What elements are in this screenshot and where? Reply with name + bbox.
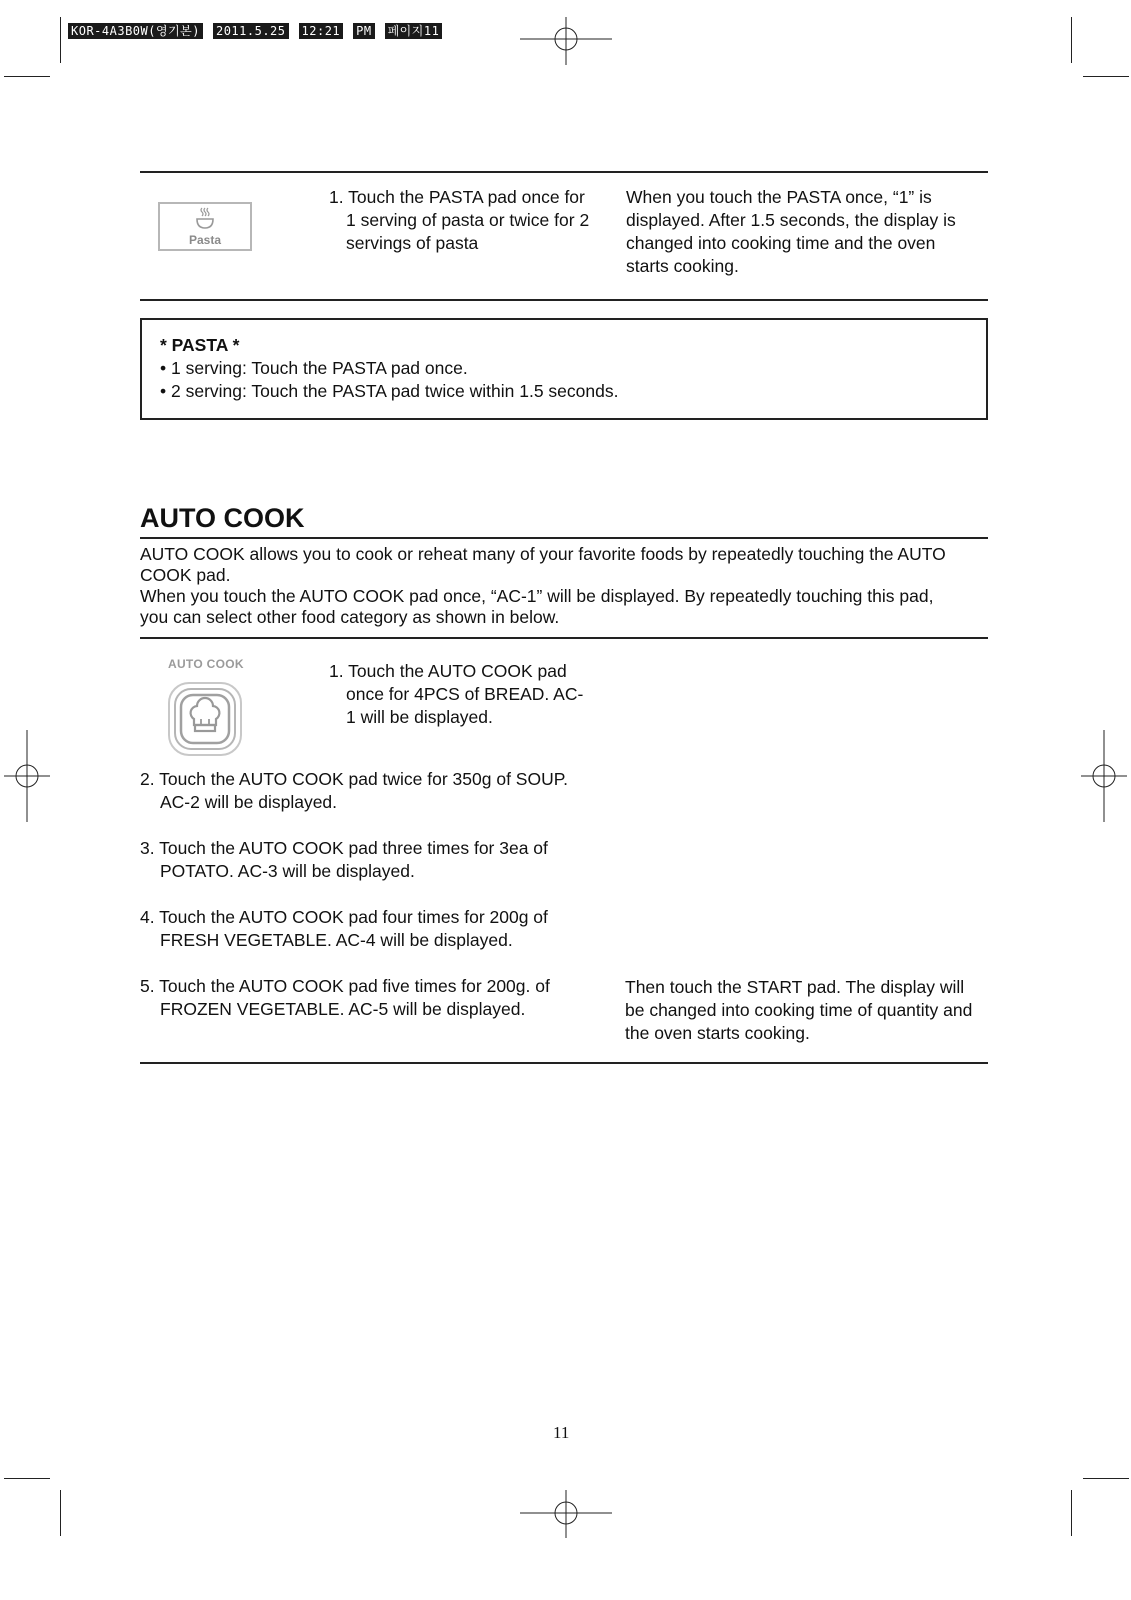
print-header-file: KOR-4A3B0W(영기본) bbox=[68, 23, 203, 39]
result-line: Then touch the START pad. The display will bbox=[625, 977, 965, 997]
print-header bbox=[68, 23, 442, 39]
step-line: FRESH VEGETABLE. AC-4 will be displayed. bbox=[160, 930, 513, 950]
auto-cook-step-5 bbox=[140, 975, 550, 1021]
pasta-result-line: starts cooking. bbox=[626, 256, 739, 276]
pasta-result-line: changed into cooking time and the oven bbox=[626, 233, 936, 253]
step-line: 1 will be displayed. bbox=[346, 707, 493, 727]
registration-mark-icon bbox=[4, 730, 50, 822]
pasta-result bbox=[626, 186, 956, 278]
result-line: be changed into cooking time of quantity and bbox=[625, 1000, 973, 1020]
section-rule bbox=[140, 1062, 988, 1064]
step-line: AC-2 will be displayed. bbox=[160, 792, 338, 812]
step-line: 5. Touch the AUTO COOK pad five times for 200g. of bbox=[140, 976, 550, 996]
section-rule bbox=[140, 537, 988, 539]
step-line: once for 4PCS of BREAD. AC- bbox=[346, 684, 584, 704]
intro-line: AUTO COOK allows you to cook or reheat many of your favorite foods by repeatedly touching the AUTO bbox=[140, 544, 946, 564]
pasta-step-line: 1 serving of pasta or twice for 2 bbox=[346, 210, 590, 230]
page-number: 11 bbox=[553, 1423, 570, 1442]
auto-cook-result bbox=[625, 976, 972, 1045]
section-rule bbox=[140, 637, 988, 639]
step-line: 2. Touch the AUTO COOK pad twice for 350g of SOUP. bbox=[140, 769, 569, 789]
pasta-note-item: • 2 serving: Touch the PASTA pad twice within 1.5 seconds. bbox=[160, 381, 619, 401]
crop-mark bbox=[1083, 1478, 1129, 1479]
print-header-ampm: PM bbox=[353, 23, 374, 39]
result-line: the oven starts cooking. bbox=[625, 1023, 810, 1043]
section-rule bbox=[140, 171, 988, 173]
section-rule bbox=[140, 299, 988, 301]
crop-mark bbox=[1071, 17, 1072, 63]
intro-line: you can select other food category as shown in below. bbox=[140, 607, 560, 627]
pasta-note-item: • 1 serving: Touch the PASTA pad once. bbox=[160, 358, 468, 378]
print-header-page: 페이지11 bbox=[385, 23, 443, 39]
registration-mark-icon bbox=[1081, 730, 1127, 822]
crop-mark bbox=[4, 1478, 50, 1479]
print-header-time: 12:21 bbox=[299, 23, 344, 39]
print-header-date: 2011.5.25 bbox=[213, 23, 289, 39]
pasta-step-line: 1. Touch the PASTA pad once for bbox=[329, 187, 585, 207]
step-line: 3. Touch the AUTO COOK pad three times for 3ea of bbox=[140, 838, 548, 858]
step-line: POTATO. AC-3 will be displayed. bbox=[160, 861, 415, 881]
registration-mark-icon bbox=[520, 1490, 612, 1538]
steaming-bowl-icon bbox=[192, 206, 218, 232]
auto-cook-step-2 bbox=[140, 768, 568, 814]
auto-cook-step-4 bbox=[140, 906, 548, 952]
pasta-pad bbox=[158, 202, 252, 251]
pasta-step-line: servings of pasta bbox=[346, 233, 479, 253]
auto-cook-step-3 bbox=[140, 837, 548, 883]
step-line: FROZEN VEGETABLE. AC-5 will be displayed. bbox=[160, 999, 526, 1019]
chef-hat-icon bbox=[167, 681, 243, 757]
pasta-pad-label: Pasta bbox=[188, 233, 222, 247]
intro-line: When you touch the AUTO COOK pad once, “AC-1” will be displayed. By repeatedly touching this pad, bbox=[140, 586, 934, 606]
intro-line: COOK pad. bbox=[140, 565, 231, 585]
auto-cook-step-1 bbox=[329, 660, 583, 729]
crop-mark bbox=[1083, 76, 1129, 77]
pasta-result-line: When you touch the PASTA once, “1” is bbox=[626, 187, 932, 207]
auto-cook-pad-label: AUTO COOK bbox=[168, 657, 244, 671]
pasta-result-line: displayed. After 1.5 seconds, the display is bbox=[626, 210, 956, 230]
crop-mark bbox=[60, 1490, 61, 1536]
crop-mark bbox=[1071, 1490, 1072, 1536]
crop-mark bbox=[60, 17, 61, 63]
crop-mark bbox=[4, 76, 50, 77]
registration-mark-icon bbox=[520, 17, 612, 65]
step-line: 4. Touch the AUTO COOK pad four times for 200g of bbox=[140, 907, 548, 927]
pasta-note-box bbox=[140, 318, 988, 420]
section-title: AUTO COOK bbox=[140, 503, 305, 533]
pasta-step bbox=[329, 186, 589, 255]
pasta-note-title: * PASTA * bbox=[160, 335, 240, 355]
auto-cook-intro bbox=[140, 544, 946, 628]
step-line: 1. Touch the AUTO COOK pad bbox=[329, 661, 567, 681]
